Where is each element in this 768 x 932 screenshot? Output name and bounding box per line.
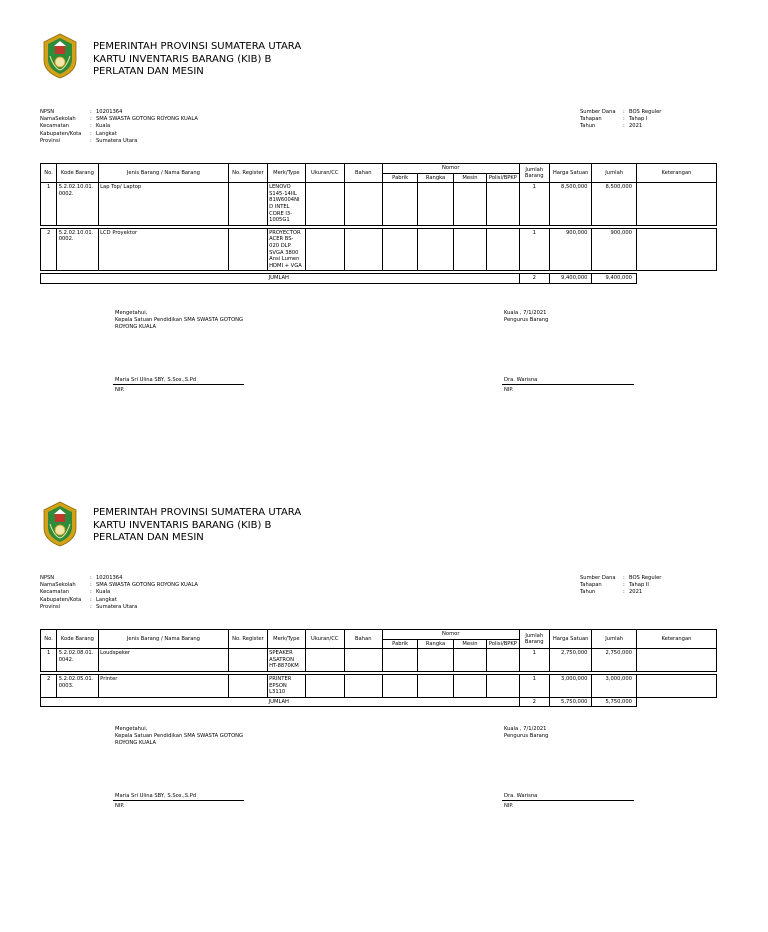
inventory-table xyxy=(40,163,717,284)
sign-left-block: Mengetahui, Kepala Satuan Pendidikan SMA SWASTA GOTONG ROYONG KUALA xyxy=(115,310,244,330)
header-keterangan: Keterangan xyxy=(636,164,716,183)
signature-line-left xyxy=(113,384,244,385)
header-mesin: Mesin xyxy=(453,639,486,649)
header-jumlah-barang: Jumlah Barang xyxy=(519,164,549,183)
header-no: No. xyxy=(41,164,57,183)
signature-line-left xyxy=(113,800,244,801)
title-line-2: KARTU INVENTARIS BARANG (KIB) B xyxy=(93,519,272,531)
header-keterangan: Keterangan xyxy=(636,630,716,649)
sign-right-name: Dra. Warisna xyxy=(504,793,538,799)
header-merk: Merk/Type xyxy=(267,164,305,183)
provincial-emblem-logo xyxy=(40,500,80,548)
header-pabrik: Pabrik xyxy=(382,173,417,183)
signature-line-right xyxy=(502,800,634,801)
header-merk: Merk/Type xyxy=(267,630,305,649)
sign-left-block: Mengetahui, Kepala Satuan Pendidikan SMA SWASTA GOTONG ROYONG KUALA xyxy=(115,726,244,746)
title-line-2: KARTU INVENTARIS BARANG (KIB) B xyxy=(93,53,272,65)
title-line-3: PERLATAN DAN MESIN xyxy=(93,532,204,543)
header-jumlah: Jumlah xyxy=(592,164,637,183)
total-row: JUMLAH 2 5,750,000 5,750,000 xyxy=(41,697,717,707)
sign-right-nip: NIP. xyxy=(504,803,514,809)
header-pabrik: Pabrik xyxy=(382,639,417,649)
total-row: JUMLAH 2 9,400,000 9,400,000 xyxy=(41,274,717,284)
header-ukuran: Ukuran/CC xyxy=(306,164,344,183)
sign-left-name: Maria Sri Ulina SBY, S.Sos.,S.Pd xyxy=(115,793,197,799)
signature-line-right xyxy=(502,384,634,385)
header-rangka: Rangka xyxy=(418,173,453,183)
header-jumlah: Jumlah xyxy=(592,630,637,649)
header-harga: Harga Satuan xyxy=(549,164,592,183)
sign-left-name: Maria Sri Ulina SBY, S.Sos.,S.Pd xyxy=(115,377,197,383)
header-polisi: Polisi/BPKP xyxy=(487,639,519,649)
header-ukuran: Ukuran/CC xyxy=(306,630,344,649)
title-line-1: PEMERINTAH PROVINSI SUMATERA UTARA xyxy=(93,41,302,52)
header-kode: Kode Barang xyxy=(57,164,98,183)
header-no: No. xyxy=(41,630,57,649)
header-mesin: Mesin xyxy=(453,173,486,183)
fund-info: Sumber Dana : BOS Reguler Tahapan : Tahap I Tahun : 2021 xyxy=(580,109,662,130)
sign-right-block: Kuala , 7/1/2021 Pengurus Barang xyxy=(504,726,549,739)
title-line-3: PERLATAN DAN MESIN xyxy=(93,66,204,77)
header-rangka: Rangka xyxy=(418,639,453,649)
title-line-1: PEMERINTAH PROVINSI SUMATERA UTARA xyxy=(93,507,302,518)
provincial-emblem-logo xyxy=(40,32,80,80)
header-polisi: Polisi/BPKP xyxy=(487,173,519,183)
header-jenis: Jenis Barang / Nama Barang xyxy=(98,630,229,649)
table-row: 2 5.2.02.10.01. 0002. LCD Proyektor PROYECTOR ACER BS- 020 DLP SVGA 3800 Ansi Lumen HDMI + VGA 1 900,000 900,000 xyxy=(41,228,717,271)
document-title xyxy=(93,507,301,545)
header-jenis: Jenis Barang / Nama Barang xyxy=(98,164,229,183)
header-bahan: Bahan xyxy=(344,630,382,649)
fund-info: Sumber Dana : BOS Reguler Tahapan : Tahap II Tahun : 2021 xyxy=(580,575,662,596)
header-register: No. Register xyxy=(229,630,267,649)
header-nomor: Nomor xyxy=(382,630,519,640)
header-jumlah-barang: Jumlah Barang xyxy=(519,630,549,649)
school-info: NPSN : 10201364 NamaSekolah : SMA SWASTA GOTONG ROYONG KUALA Kecamatan : Kuala Kabupaten/Kota : Langkat Provinsi : Sumatera Utara xyxy=(40,109,198,144)
sign-left-nip: NIP. xyxy=(115,803,125,809)
header-harga: Harga Satuan xyxy=(549,630,592,649)
table-row: 1 5.2.02.08.01. 0042. Loudspeker SPEAKER ASATRON HT-8870KM 1 2,750,000 2,750,000 xyxy=(41,649,717,672)
sign-right-block: Kuala , 7/1/2021 Pengurus Barang xyxy=(504,310,549,323)
header-bahan: Bahan xyxy=(344,164,382,183)
header-nomor: Nomor xyxy=(382,164,519,174)
table-row: 2 5.2.02.05.01. 0003. Printer PRINTER EPSON L3110 1 3,000,000 3,000,000 xyxy=(41,674,717,697)
school-info: NPSN : 10201364 NamaSekolah : SMA SWASTA GOTONG ROYONG KUALA Kecamatan : Kuala Kabupaten/Kota : Langkat Provinsi : Sumatera Utara xyxy=(40,575,198,610)
document-title xyxy=(93,41,301,79)
table-row: 1 5.2.02.10.01. 0002. Lap Top/ Laptop LENOVO S145-14IIL 81W6004NI D INTEL CORE I3- 1005G1 1 8,500,000 8,500,000 xyxy=(41,183,717,226)
sign-left-nip: NIP. xyxy=(115,387,125,393)
inventory-table xyxy=(40,629,717,707)
header-kode: Kode Barang xyxy=(57,630,98,649)
header-register: No. Register xyxy=(229,164,267,183)
sign-right-name: Dra. Warisna xyxy=(504,377,538,383)
sign-right-nip: NIP. xyxy=(504,387,514,393)
